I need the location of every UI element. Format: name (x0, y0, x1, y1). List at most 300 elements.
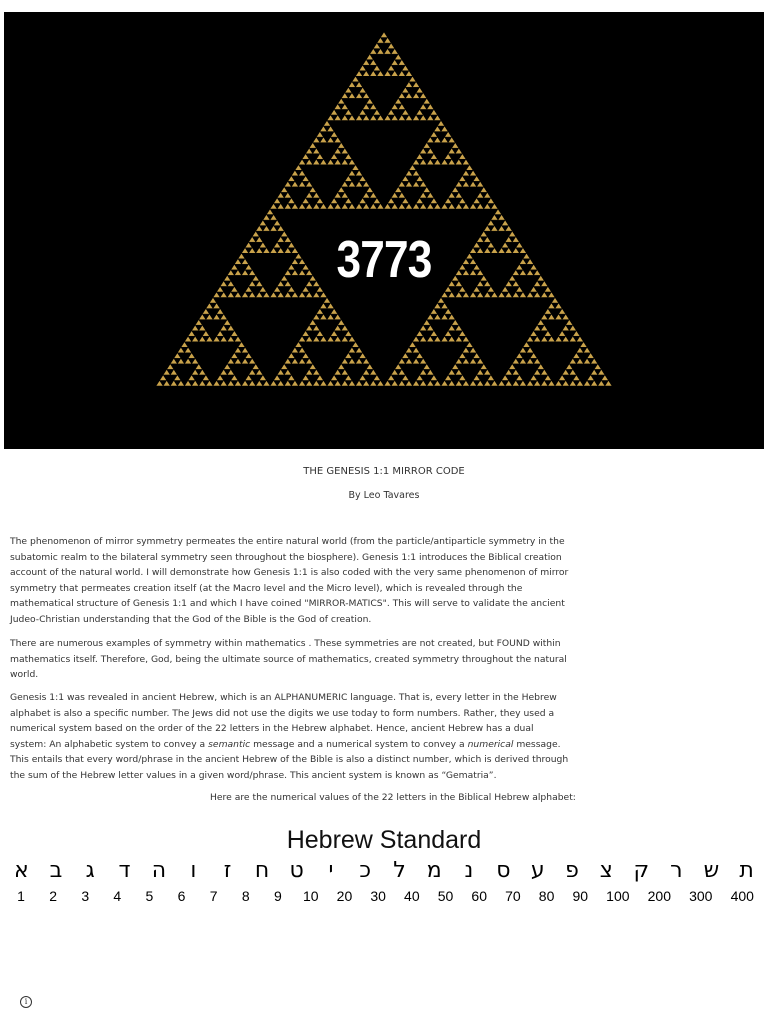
triangle-piece (274, 220, 281, 226)
triangle-piece (441, 137, 448, 143)
triangle-piece (309, 187, 316, 193)
triangle-piece (427, 115, 434, 121)
triangle-piece (427, 104, 434, 110)
triangle-piece (402, 87, 409, 93)
triangle-piece (377, 49, 384, 55)
triangle-piece (234, 347, 241, 353)
triangle-piece (334, 314, 341, 320)
triangle-piece (544, 309, 551, 315)
triangle-piece (434, 159, 441, 165)
triangle-piece (306, 192, 313, 198)
triangle-piece (359, 65, 366, 71)
triangle-piece (445, 375, 452, 381)
triangle-piece (455, 192, 462, 198)
hebrew-letter-value: 5 (145, 888, 154, 904)
triangle-piece (591, 358, 598, 364)
triangle-piece (302, 353, 309, 359)
triangle-piece (188, 331, 195, 337)
triangle-piece (491, 215, 498, 221)
triangle-piece (299, 336, 306, 342)
triangle-piece (345, 331, 352, 337)
triangle-piece (441, 203, 448, 209)
hebrew-letter: מ (426, 858, 442, 883)
triangle-piece (220, 292, 227, 298)
triangle-piece (502, 375, 509, 381)
triangle-piece (306, 369, 313, 375)
triangle-piece (284, 192, 291, 198)
triangle-piece (170, 380, 177, 386)
paragraph-letter-values: Here are the numerical values of the 22 letters in the Biblical Hebrew alphabet: (210, 792, 576, 803)
triangle-piece (377, 71, 384, 77)
triangle-piece (534, 380, 541, 386)
triangle-piece (569, 336, 576, 342)
triangle-piece (220, 369, 227, 375)
hebrew-letters-row (14, 858, 754, 883)
triangle-piece (541, 325, 548, 331)
triangle-piece (398, 71, 405, 77)
triangle-piece (591, 369, 598, 375)
hebrew-letter-value: 7 (209, 888, 218, 904)
triangle-piece (441, 336, 448, 342)
triangle-piece (213, 380, 220, 386)
triangle-piece (363, 93, 370, 99)
triangle-piece (220, 336, 227, 342)
triangle-piece (566, 364, 573, 370)
triangle-piece (395, 187, 402, 193)
triangle-piece (391, 369, 398, 375)
triangle-piece (227, 380, 234, 386)
hebrew-letter: פ (565, 858, 579, 883)
triangle-piece (288, 375, 295, 381)
triangle-piece (576, 347, 583, 353)
triangle-piece (302, 375, 309, 381)
triangle-piece (477, 380, 484, 386)
triangle-piece (420, 148, 427, 154)
triangle-piece (291, 292, 298, 298)
triangle-piece (455, 358, 462, 364)
triangle-piece (370, 203, 377, 209)
triangle-piece (270, 203, 277, 209)
triangle-piece (277, 369, 284, 375)
triangle-piece (405, 93, 412, 99)
hebrew-letter-value: 100 (606, 888, 630, 904)
triangle-piece (327, 336, 334, 342)
triangle-piece (302, 331, 309, 337)
triangle-piece (416, 154, 423, 160)
triangle-piece (420, 115, 427, 121)
triangle-piece (334, 104, 341, 110)
hebrew-letter: ו (190, 858, 197, 883)
triangle-piece (302, 154, 309, 160)
triangle-piece (195, 320, 202, 326)
triangle-piece (430, 309, 437, 315)
triangle-piece (373, 375, 380, 381)
triangle-piece (327, 303, 334, 309)
triangle-piece (163, 369, 170, 375)
triangle-piece (177, 347, 184, 353)
triangle-piece (224, 364, 231, 370)
triangle-piece (523, 342, 530, 348)
triangle-piece (313, 137, 320, 143)
triangle-piece (384, 380, 391, 386)
triangle-piece (541, 336, 548, 342)
triangle-piece (259, 375, 266, 381)
triangle-piece (591, 380, 598, 386)
triangle-piece (231, 353, 238, 359)
triangle-piece (391, 115, 398, 121)
hebrew-letter-value: 10 (302, 888, 319, 904)
triangle-piece (320, 336, 327, 342)
triangle-piece (402, 198, 409, 204)
triangle-piece (434, 314, 441, 320)
triangle-piece (313, 292, 320, 298)
triangle-piece (199, 380, 206, 386)
triangle-piece (256, 369, 263, 375)
triangle-piece (313, 314, 320, 320)
triangle-piece (334, 137, 341, 143)
triangle-piece (512, 380, 519, 386)
triangle-piece (363, 380, 370, 386)
triangle-piece (395, 98, 402, 104)
triangle-piece (413, 203, 420, 209)
triangle-piece (359, 198, 366, 204)
triangle-piece (448, 325, 455, 331)
triangle-piece (548, 292, 555, 298)
triangle-piece (416, 375, 423, 381)
triangle-piece (434, 137, 441, 143)
triangle-piece (388, 109, 395, 115)
triangle-piece (327, 159, 334, 165)
triangle-piece (441, 303, 448, 309)
triangle-piece (555, 303, 562, 309)
triangle-piece (174, 375, 181, 381)
triangle-piece (569, 369, 576, 375)
triangle-piece (284, 358, 291, 364)
triangle-piece (430, 331, 437, 337)
triangle-piece (299, 170, 306, 176)
triangle-piece (420, 336, 427, 342)
triangle-piece (277, 203, 284, 209)
hebrew-letter: ה (151, 858, 167, 883)
triangle-piece (452, 187, 459, 193)
triangle-piece (220, 325, 227, 331)
triangle-piece (484, 369, 491, 375)
triangle-piece (516, 375, 523, 381)
triangle-piece (402, 375, 409, 381)
triangle-piece (348, 93, 355, 99)
triangle-piece (334, 325, 341, 331)
triangle-piece (345, 198, 352, 204)
triangle-piece (434, 203, 441, 209)
triangle-piece (434, 126, 441, 132)
triangle-piece (601, 375, 608, 381)
triangle-piece (316, 154, 323, 160)
triangle-piece (213, 303, 220, 309)
triangle-piece (163, 380, 170, 386)
triangle-piece (445, 154, 452, 160)
triangle-piece (242, 292, 249, 298)
triangle-piece (391, 49, 398, 55)
triangle-piece (576, 336, 583, 342)
triangle-piece (352, 76, 359, 82)
triangle-piece (181, 342, 188, 348)
triangle-piece (238, 342, 245, 348)
triangle-piece (398, 181, 405, 187)
triangle-piece (217, 331, 224, 337)
triangle-piece (491, 380, 498, 386)
triangle-piece (334, 203, 341, 209)
triangle-piece (213, 314, 220, 320)
triangle-piece (395, 364, 402, 370)
hebrew-letter: צ (599, 858, 613, 883)
hebrew-letter-value: 6 (177, 888, 186, 904)
triangle-piece (413, 115, 420, 121)
alphabet-title: Hebrew Standard (286, 826, 482, 854)
triangle-piece (569, 380, 576, 386)
triangle-piece (302, 198, 309, 204)
triangle-piece (530, 375, 537, 381)
triangle-piece (555, 336, 562, 342)
triangle-piece (413, 336, 420, 342)
triangle-piece (356, 181, 363, 187)
triangle-piece (441, 159, 448, 165)
triangle-piece (452, 364, 459, 370)
triangle-piece (373, 109, 380, 115)
triangle-piece (288, 176, 295, 182)
triangle-piece (206, 336, 213, 342)
triangle-piece (512, 358, 519, 364)
hebrew-letter: ב (49, 858, 63, 883)
triangle-piece (527, 336, 534, 342)
triangle-piece (313, 148, 320, 154)
triangle-piece (227, 292, 234, 298)
triangle-piece (430, 375, 437, 381)
triangle-piece (359, 87, 366, 93)
triangle-piece (462, 159, 469, 165)
triangle-piece (338, 143, 345, 149)
triangle-piece (320, 159, 327, 165)
triangle-piece (341, 93, 348, 99)
triangle-piece (366, 54, 373, 60)
triangle-piece (341, 336, 348, 342)
triangle-piece (391, 203, 398, 209)
hebrew-letter: ס (496, 858, 511, 883)
triangle-piece (416, 353, 423, 359)
triangle-piece (220, 314, 227, 320)
triangle-piece (192, 358, 199, 364)
triangle-piece (548, 303, 555, 309)
triangle-piece (160, 375, 167, 381)
triangle-piece (345, 375, 352, 381)
triangle-piece (345, 109, 352, 115)
triangle-piece (427, 325, 434, 331)
triangle-piece (331, 109, 338, 115)
triangle-piece (306, 203, 313, 209)
hebrew-letter-value: 400 (730, 888, 754, 904)
triangle-piece (427, 369, 434, 375)
triangle-piece (459, 154, 466, 160)
triangle-piece (327, 380, 334, 386)
triangle-piece (348, 82, 355, 88)
hebrew-letter-value: 4 (113, 888, 122, 904)
hebrew-letter: ת (739, 858, 754, 883)
triangle-piece (427, 137, 434, 143)
triangle-piece (356, 347, 363, 353)
triangle-piece (320, 314, 327, 320)
hebrew-letter-value: 60 (471, 888, 487, 904)
triangle-piece (537, 320, 544, 326)
triangle-piece (199, 336, 206, 342)
triangle-piece (352, 342, 359, 348)
triangle-piece (348, 203, 355, 209)
triangle-piece (323, 298, 330, 304)
triangle-piece (167, 364, 174, 370)
triangle-piece (462, 358, 469, 364)
triangle-piece (284, 181, 291, 187)
triangle-piece (505, 292, 512, 298)
triangle-piece (423, 320, 430, 326)
triangle-piece (359, 176, 366, 182)
triangle-piece (363, 181, 370, 187)
triangle-piece (519, 292, 526, 298)
triangle-piece (334, 192, 341, 198)
hebrew-letter-value: 3 (81, 888, 90, 904)
triangle-piece (356, 203, 363, 209)
triangle-piece (352, 165, 359, 171)
triangle-piece (363, 104, 370, 110)
triangle-piece (377, 380, 384, 386)
triangle-piece (434, 303, 441, 309)
triangle-piece (584, 347, 591, 353)
triangle-piece (559, 375, 566, 381)
triangle-piece (448, 203, 455, 209)
triangle-piece (484, 192, 491, 198)
hebrew-letter-value: 40 (404, 888, 420, 904)
hebrew-letter-value: 1 (17, 888, 25, 904)
triangle-piece (259, 220, 266, 226)
triangle-piece (519, 380, 526, 386)
triangle-piece (498, 292, 505, 298)
triangle-piece (409, 165, 416, 171)
triangle-piece (227, 358, 234, 364)
triangle-piece (348, 181, 355, 187)
triangle-piece (202, 309, 209, 315)
triangle-piece (434, 336, 441, 342)
triangle-piece (459, 176, 466, 182)
triangle-piece (541, 292, 548, 298)
triangle-piece (331, 375, 338, 381)
triangle-piece (313, 336, 320, 342)
hebrew-letter: ד (118, 858, 131, 883)
triangle-piece (555, 314, 562, 320)
triangle-piece (373, 65, 380, 71)
triangle-piece (170, 369, 177, 375)
triangle-piece (320, 303, 327, 309)
triangle-piece (409, 342, 416, 348)
triangle-piece (405, 170, 412, 176)
triangle-piece (363, 203, 370, 209)
triangle-piece (398, 380, 405, 386)
triangle-piece (391, 104, 398, 110)
triangle-piece (348, 358, 355, 364)
triangle-piece (313, 380, 320, 386)
triangle-piece (473, 176, 480, 182)
triangle-piece (487, 375, 494, 381)
triangle-piece (295, 342, 302, 348)
triangle-piece (562, 369, 569, 375)
triangle-piece (527, 292, 534, 298)
triangle-piece (498, 215, 505, 221)
hebrew-letter: ק (633, 858, 650, 883)
triangle-piece (398, 60, 405, 66)
triangle-piece (534, 325, 541, 331)
triangle-piece (320, 137, 327, 143)
triangle-piece (409, 76, 416, 82)
triangle-piece (416, 198, 423, 204)
triangle-piece (562, 336, 569, 342)
triangle-piece (448, 292, 455, 298)
triangle-piece (341, 203, 348, 209)
info-icon[interactable]: i (20, 996, 32, 1008)
triangle-piece (455, 203, 462, 209)
triangle-piece (366, 98, 373, 104)
triangle-piece (356, 82, 363, 88)
triangle-piece (334, 369, 341, 375)
triangle-piece (459, 331, 466, 337)
triangle-piece (388, 43, 395, 49)
triangle-piece (587, 375, 594, 381)
triangle-piece (527, 358, 534, 364)
triangle-piece (299, 181, 306, 187)
triangle-piece (331, 198, 338, 204)
triangle-piece (477, 181, 484, 187)
triangle-piece (338, 320, 345, 326)
triangle-piece (462, 203, 469, 209)
triangle-piece (437, 298, 444, 304)
triangle-piece (584, 380, 591, 386)
triangle-piece (580, 342, 587, 348)
triangle-piece (445, 331, 452, 337)
triangle-piece (427, 192, 434, 198)
hebrew-letter-value: 9 (273, 888, 282, 904)
hebrew-letter-value: 50 (437, 888, 454, 904)
triangle-piece (299, 380, 306, 386)
triangle-piece (413, 181, 420, 187)
triangle-piece (416, 109, 423, 115)
triangle-piece (195, 364, 202, 370)
hebrew-letter-value: 8 (241, 888, 250, 904)
triangle-piece (370, 71, 377, 77)
triangle-piece (605, 380, 612, 386)
triangle-piece (537, 364, 544, 370)
triangle-piece (306, 148, 313, 154)
article-title: THE GENESIS 1:1 MIRROR CODE (303, 466, 465, 477)
triangle-piece (185, 380, 192, 386)
triangle-piece (366, 187, 373, 193)
triangle-piece (327, 115, 334, 121)
triangle-piece (566, 320, 573, 326)
triangle-piece (562, 380, 569, 386)
triangle-piece (420, 93, 427, 99)
hebrew-letter-value: 30 (370, 888, 386, 904)
triangle-piece (348, 336, 355, 342)
triangle-piece (437, 121, 444, 127)
triangle-piece (477, 203, 484, 209)
triangle-piece (245, 353, 252, 359)
triangle-piece (455, 292, 462, 298)
triangle-piece (470, 347, 477, 353)
triangle-piece (477, 192, 484, 198)
